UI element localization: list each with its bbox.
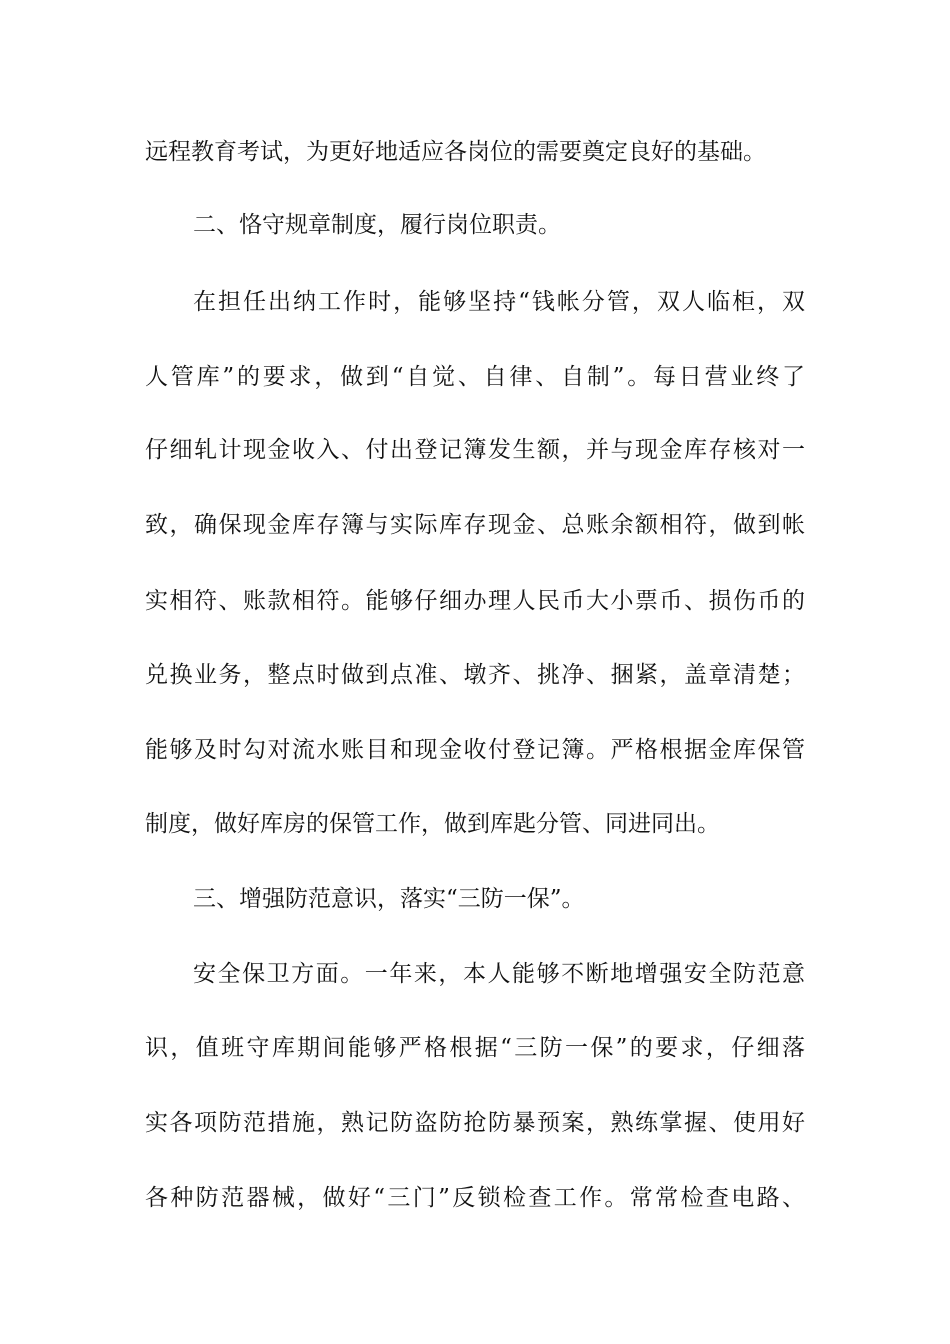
text-line-12: 安全保卫方面。一年来，本人能够不断地增强安全防范意: [193, 961, 805, 987]
text-line-4: 人管库”的要求，做到“自觉、自律、自制”。每日营业终了: [145, 364, 805, 390]
text-line-14: 实各项防范措施，熟记防盗防抢防暴预案，熟练掌握、使用好: [145, 1110, 805, 1136]
text-line-3: 在担任出纳工作时，能够坚持“钱帐分管，双人临柜，双: [193, 289, 805, 315]
text-line-6: 致，确保现金库存簿与实际库存现金、总账余额相符，做到帐: [145, 512, 805, 538]
section-heading-3: 三、增强防范意识，落实“三防一保”。: [193, 886, 585, 912]
text-line-8: 兑换业务，整点时做到点准、墩齐、挑净、捆紧，盖章清楚；: [145, 662, 805, 688]
text-line-5: 仔细轧计现金收入、付出登记簿发生额，并与现金库存核对一: [145, 437, 805, 463]
text-line-15: 各种防范器械，做好“三门”反锁检查工作。常常检查电路、: [145, 1185, 805, 1211]
section-heading-2: 二、恪守规章制度，履行岗位职责。: [193, 212, 561, 238]
text-line-1: 远程教育考试，为更好地适应各岗位的需要奠定良好的基础。: [145, 139, 766, 165]
text-line-9: 能够及时勾对流水账目和现金收付登记簿。严格根据金库保管: [145, 737, 805, 763]
text-line-10: 制度，做好库房的保管工作，做到库匙分管、同进同出。: [145, 811, 720, 837]
text-line-13: 识，值班守库期间能够严格根据“三防一保”的要求，仔细落: [145, 1035, 805, 1061]
text-line-7: 实相符、账款相符。能够仔细办理人民币大小票币、损伤币的: [145, 588, 805, 614]
